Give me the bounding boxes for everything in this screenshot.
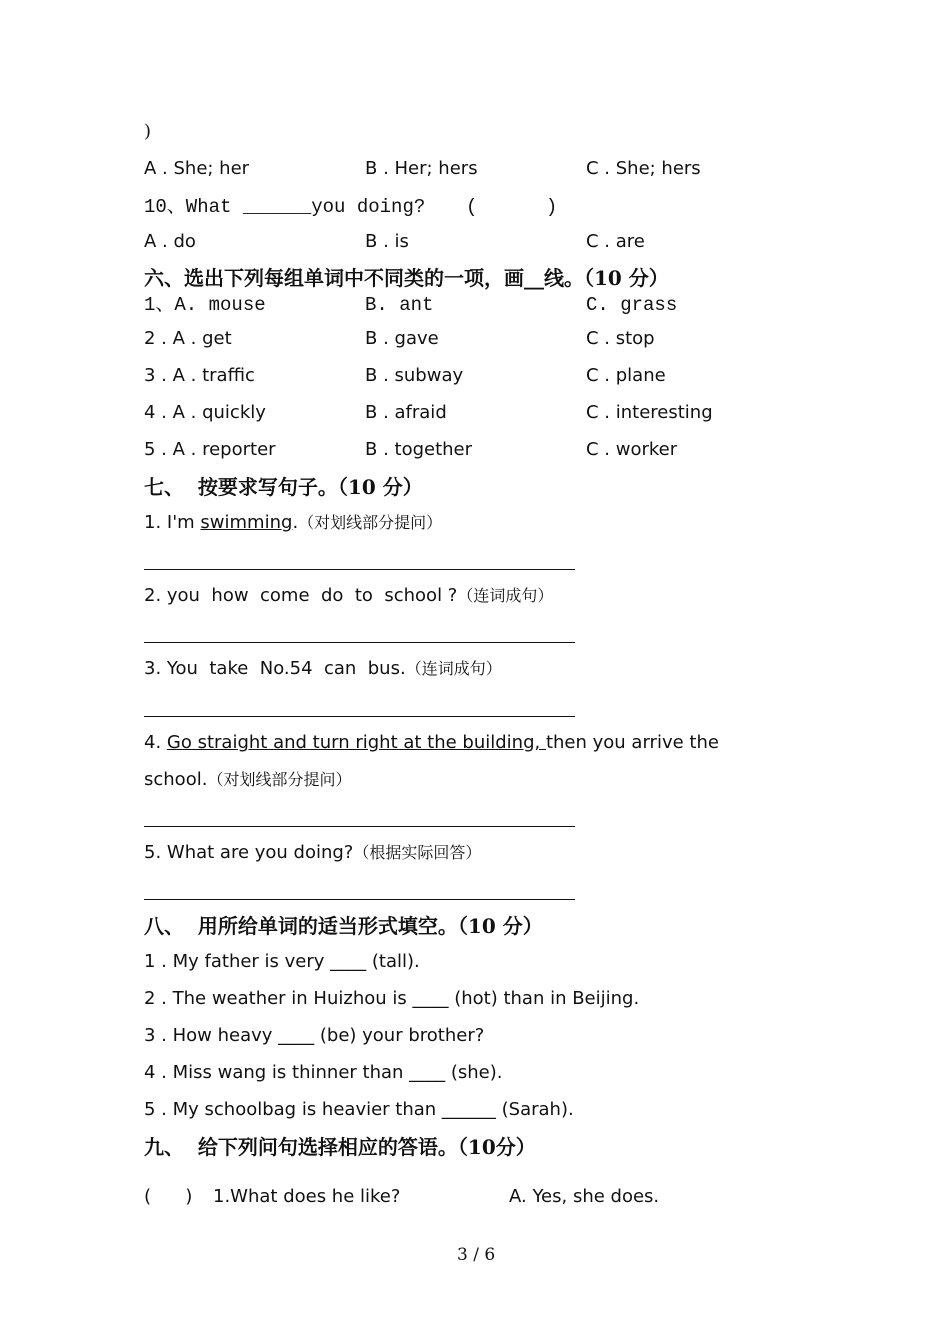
s7-q5-answer-line[interactable] <box>144 899 575 900</box>
section-8-title: 八、 用所给单词的适当形式填空。（10 分） <box>144 914 543 938</box>
s8-item-2: 2 . The weather in Huizhou is ____ (hot) than in Beijing. <box>144 988 640 1009</box>
s7-q1-answer-line[interactable] <box>144 569 575 570</box>
s7-q2 <box>144 585 553 607</box>
s7-q1-pre: 1. I'm <box>144 512 201 533</box>
s9-answer-a: A. Yes, she does. <box>509 1186 660 1207</box>
s6-row4-b: B . afraid <box>365 402 447 423</box>
s7-q5-text: 5. What are you doing? <box>144 842 354 863</box>
s8-item-3: 3 . How heavy ____ (be) your brother? <box>144 1025 485 1046</box>
s6-row5-a: 5 . A . reporter <box>144 439 276 460</box>
q10-option-a: A . do <box>144 231 196 252</box>
s6-row4-a: 4 . A . quickly <box>144 402 266 423</box>
s7-q4-underlined: Go straight and turn right at the building, <box>166 732 546 753</box>
s6-row5-c: C . worker <box>586 439 678 460</box>
s9-q1-text: 1.What does he like? <box>213 1186 401 1207</box>
s7-q2-answer-line[interactable] <box>144 642 575 643</box>
q9-option-c: C . She; hers <box>586 158 701 179</box>
s6-row3-a: 3 . A . traffic <box>144 365 255 386</box>
s7-q1-underlined: swimming <box>200 512 293 533</box>
s6-row5-b: B . together <box>365 439 473 460</box>
s6-row1-a: 1、A. mouse <box>144 294 266 316</box>
s7-q1-post: . <box>292 512 299 533</box>
q9-option-b: B . Her; hers <box>365 158 478 179</box>
s7-q3-text: 3. You take No.54 can bus. <box>144 658 406 679</box>
s7-q2-text: 2. you how come do to school ? <box>144 585 458 606</box>
s9-q1-paren: ( ) <box>144 1186 193 1207</box>
q10-option-c: C . are <box>586 231 645 252</box>
s7-q5-note: （根据实际回答） <box>353 843 482 862</box>
s8-item-1: 1 . My father is very ____ (tall). <box>144 951 420 972</box>
s6-row3-b: B . subway <box>365 365 464 386</box>
s8-item-5: 5 . My schoolbag is heavier than ______ (Sarah). <box>144 1099 574 1120</box>
s7-q2-note: （连词成句） <box>457 586 554 605</box>
q10-answer-paren: ( ) <box>466 196 558 218</box>
s7-q1-note: （对划线部分提问） <box>298 513 443 532</box>
q10-option-b: B . is <box>365 231 409 252</box>
s7-q3 <box>144 658 502 680</box>
q9-option-a: A . She; her <box>144 158 250 179</box>
s7-q4-line2-text: school. <box>144 769 208 790</box>
s7-q4-answer-line[interactable] <box>144 826 575 827</box>
s6-row2-c: C . stop <box>586 328 655 349</box>
s6-row4-c: C . interesting <box>586 402 713 423</box>
s6-row1-b: B. ant <box>365 294 434 316</box>
s8-item-4: 4 . Miss wang is thinner than ____ (she). <box>144 1062 503 1083</box>
s7-q3-answer-line[interactable] <box>144 716 575 717</box>
s7-q4 <box>144 732 719 754</box>
q10-stem: 10、What ______you doing? <box>144 196 426 218</box>
s7-q4-post: then you arrive the <box>545 732 719 753</box>
s7-q5 <box>144 842 481 864</box>
s7-q4-pre: 4. <box>144 732 167 753</box>
s7-q4-line2 <box>144 769 351 791</box>
s7-q3-note: （连词成句） <box>405 659 502 678</box>
carry-paren: ) <box>144 121 152 142</box>
section-7-title: 七、 按要求写句子。（10 分） <box>144 475 423 499</box>
page-number: 3 / 6 <box>457 1245 496 1265</box>
s6-row1-c: C. grass <box>586 294 678 316</box>
section-6-title: 六、选出下列每组单词中不同类的一项，画__线。（10 分） <box>144 266 669 290</box>
section-9-title: 九、 给下列问句选择相应的答语。（10分） <box>144 1135 536 1159</box>
s6-row3-c: C . plane <box>586 365 666 386</box>
s6-row2-a: 2 . A . get <box>144 328 232 349</box>
s7-q1 <box>144 512 442 534</box>
s6-row2-b: B . gave <box>365 328 439 349</box>
s7-q4-note: （对划线部分提问） <box>207 770 352 789</box>
